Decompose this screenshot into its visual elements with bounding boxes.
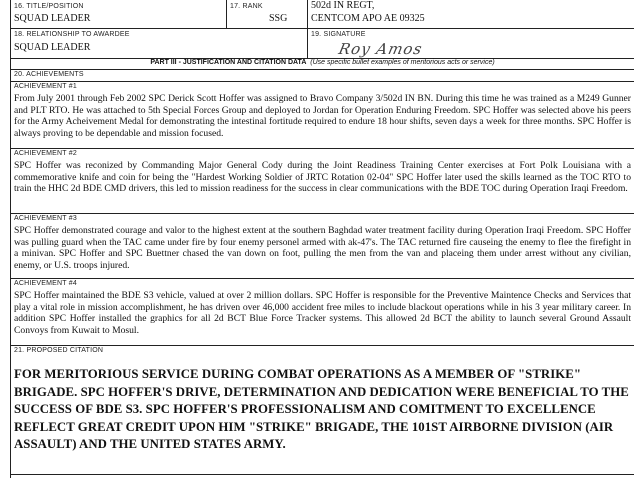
achievement-4-label: ACHIEVEMENT #4	[14, 280, 77, 287]
achievement-1-label: ACHIEVEMENT #1	[14, 83, 77, 90]
part-iii-title: PART III - JUSTIFICATION AND CITATION DATA	[150, 59, 307, 66]
achievement-4-text: SPC Hoffer maintained the BDE S3 vehicle, valued at over 2 million dollars. SPC Hoffer is responsible for the Preventive Maintence Checks and Services that play a vital role in mission accomplishment, he has driven over 46,000 accident free miles to include blackout operations while in his 3 year military career. In addition SPC Hoffer installed the graphics for all 2d BCT Blue Force Tracker systems. This allowed 2d BCT the ability to launch several Ground Assault Convoys from Kuwait to Mosul.	[14, 290, 631, 336]
rank-label: 17. RANK	[230, 3, 263, 10]
proposed-citation-text: FOR MERITORIOUS SERVICE DURING COMBAT OPERATIONS AS A MEMBER OF "STRIKE" BRIGADE. SPC HOFFER'S DRIVE, DETERMINATION AND DEDICATION WERE BENEFICIAL TO THE SUCCESS OF BDE S3. SPC HOFFER'S PROFESSIONALISM AND COMITMENT TO EXCELLENCE REFLECT GREAT CREDIT UPON HIM "STRIKE" BRIGADE, THE 101ST AIRBORNE DIVISION (AIR ASSAULT) AND THE UNITED STATES ARMY.	[14, 367, 629, 451]
achievement-2-text: SPC Hoffer was reconized by Commanding Major General Cody during the Joint Readiness Training Center exercises at Fort Polk Louisiana with a commemorative knife and coin for being the "Hardest Working Soldier of JRTC Rotation 02-04" SPC Hoffer later used the skills learned as the TOC RTO to train the HHC 2d BDE CMD drivers, this led to mission readiness for the success in clear communications with the BDE TOC during Operation Iraqi Freedom.	[14, 160, 631, 195]
unit-line-2: CENTCOM APO AE 09325	[311, 13, 425, 24]
relationship-label: 18. RELATIONSHIP TO AWARDEE	[14, 31, 130, 38]
divider	[11, 81, 634, 82]
rank-value: SSG	[269, 13, 288, 24]
divider	[11, 213, 634, 214]
divider	[307, 0, 308, 59]
title-position-label: 16. TITLE/POSITION	[14, 3, 84, 10]
achievement-3-label: ACHIEVEMENT #3	[14, 215, 77, 222]
title-position-value: SQUAD LEADER	[14, 13, 91, 24]
signature: Roy Amos	[337, 40, 425, 58]
achievement-2-label: ACHIEVEMENT #2	[14, 150, 77, 157]
proposed-citation-label: 21. PROPOSED CITATION	[14, 347, 104, 354]
part-iii-header	[11, 59, 634, 68]
divider	[11, 278, 634, 279]
divider	[11, 148, 634, 149]
divider	[11, 345, 634, 346]
relationship-value: SQUAD LEADER	[14, 42, 91, 53]
award-form	[10, 0, 634, 478]
achievement-1-text: From July 2001 through Feb 2002 SPC Derick Scott Hoffer was assigned to Bravo Company 3/502d IN BN. During this time he was trained as a M249 Gunner and PLT RTO. He was attached to 5th Special Forces Group and deployed to Jordan for Operation Enduring Freedom. SPC Hoffer was selected above his peers for the Army Acheivement Medal for demonstrating the intestinal fortitude required to endure 18 hour shifts, seven days a week for three months. SPC Hoffer is always proving to be dependable and mission focused.	[14, 93, 631, 139]
unit-line-1: 502d IN REGT,	[311, 0, 375, 11]
divider	[11, 28, 634, 29]
divider	[11, 69, 634, 70]
divider	[226, 0, 227, 28]
achievements-label: 20. ACHIEVEMENTS	[14, 71, 84, 78]
achievement-3-text: SPC Hoffer demonstrated courage and valor to the highest extent at the southern Baghdad water treatment facility during Operation Iraqi Freedom. SPC Hoffer was pulling guard when the TAC came under fire by four enemy personel armed with ak-47's. The TAC returned fire causeing the enemy to flee the firefight in a minivan. SPC Hoffer and SPC Buettner chased the van down on foot, pulling the men from the van and placeing them under arrest without any civilian, enemy, or U.S. troops injured.	[14, 225, 631, 271]
divider	[11, 474, 634, 475]
signature-label: 19. SIGNATURE	[311, 31, 366, 38]
part-iii-hint: (Use specific bullet examples of meritorious acts or service)	[310, 59, 495, 66]
